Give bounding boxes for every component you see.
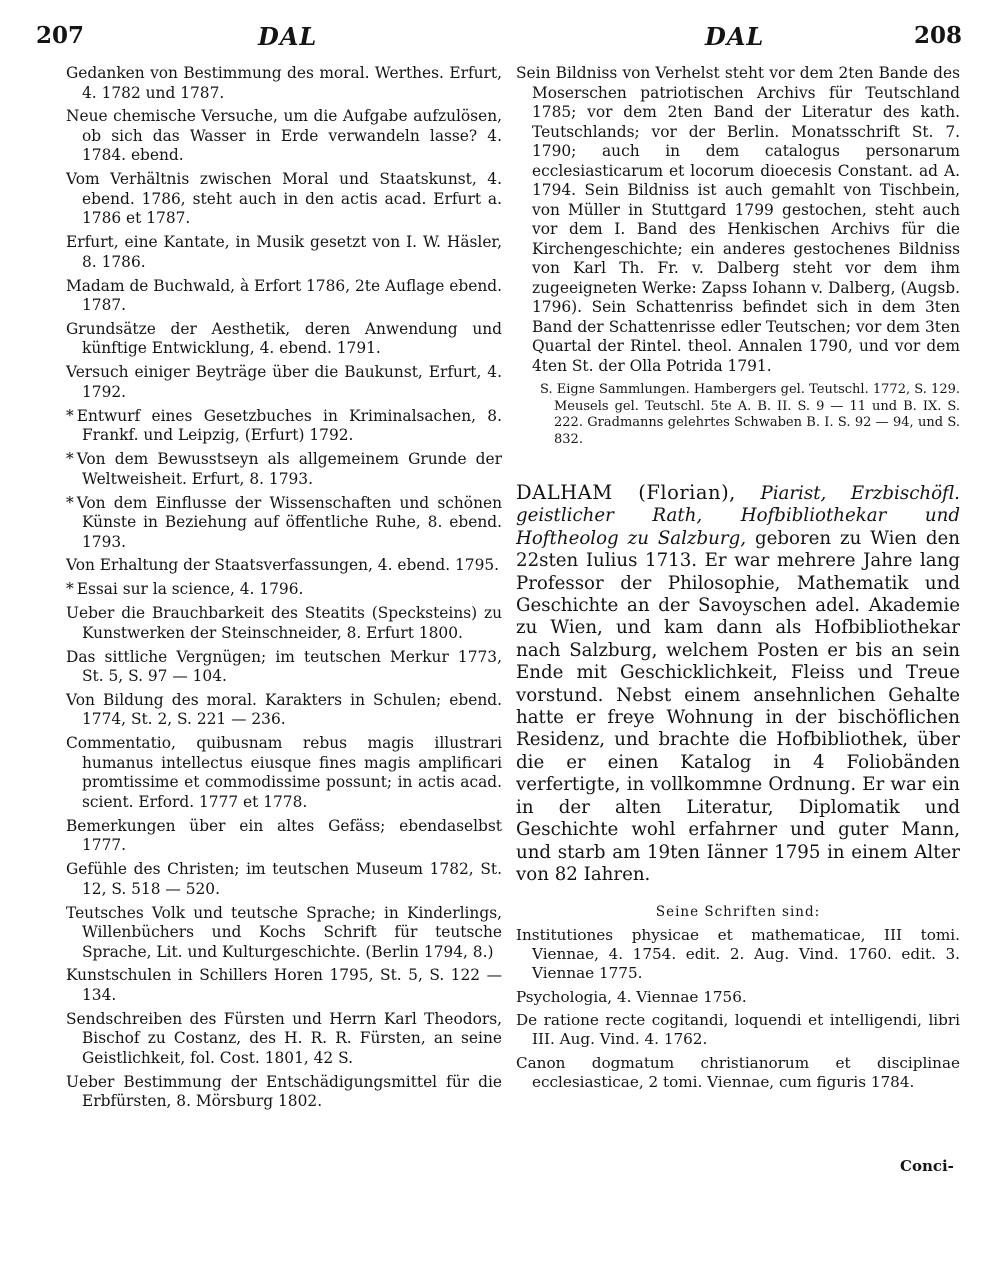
- list-item: Madam de Buchwald, à Erfort 1786, 2te Auflage ebend. 1787.: [66, 276, 502, 315]
- list-item: Gefühle des Christen; im teutschen Museum 1782, St. 12, S. 518 — 520.: [66, 860, 502, 898]
- right-column: [516, 64, 960, 1096]
- running-head-right: DAL: [705, 22, 765, 51]
- list-item: Versuch einiger Beyträge über die Baukunst, Erfurt, 4. 1792.: [66, 363, 502, 401]
- list-item: Von Erhaltung der Staatsverfassungen, 4. ebend. 1795.: [66, 556, 500, 575]
- list-item: Neue chemische Versuche, um die Aufgabe aufzulösen, ob sich das Wasser in Erde verwandeln lasse? 4. 1784. ebend.: [66, 107, 502, 165]
- page-number-left: 207: [36, 22, 85, 49]
- catchword: Conci-: [900, 1157, 954, 1175]
- biography-text: geboren zu Wien den 22sten Iulius 1713. Er war mehrere Jahre lang Professor der Philosophie, Mathematik und Geschichte an der Savoyschen adel. Akademie zu Wien, und kam dann als Hofbibliothekar nach Salzburg, welchem Posten er bis an sein Ende mit Geschicklichkeit, Fleiss und Treue vorstund. Nebst einem ansehnlichen Gehalte hatte er freye Wohnung in der bischöflichen Residenz, und brachte die Hofbibliothek, über die er einen Katalog in 4 Foliobänden verfertigte, in vollkommne Ordnung. Er war ein in der alten Literatur, Diplomatik und Geschichte wohl erfahrner und guter Mann, und starb am 19ten Iänner 1795 in einem Alter von 82 Iahren.: [516, 527, 960, 885]
- biography-title: Piarist, Erzbischöfl. geistlicher Rath, Hofbibliothekar und Hoftheolog zu Salzburg,: [516, 483, 960, 549]
- list-item: Sendschreiben des Fürsten und Herrn Karl Theodors, Bischof zu Costanz, des H. R. R. Fürsten, an seine Geistlichkeit, fol. Cost. 1801, 42 S.: [66, 1009, 502, 1067]
- portrait-paragraph: Sein Bildniss von Verhelst steht vor dem 2ten Bande des Moserschen patriotischen Archivs für Teutschland 1785; vor dem 2ten Band der Literatur des kath. Teutschlands; vor der Berlin. Monatsschrift St. 7. 1790; auch in dem catalogus personarum ecclesiasticarum et locorum dioecesis Constant. ad A. 1794. Sein Bildniss ist auch gemahlt von Tischbein, von Müller in Stuttgard 1799 gestochen, steht auch vor dem I. Band des Henkischen Archivs für die Kirchengeschichte; ein anderes gestochenes Bildniss von Karl Th. Fr. v. Dalberg steht vor dem ihm zugeeigneten Werke: Zapss Iohann v. Dalberg, (Augsb. 1796). Sein Schattenriss befindet sich in dem 3ten Band der Schattenrisse edler Teutschen; vor dem 3ten Quartal der Rintel. theol. Annalen 1790, und vor dem 4ten St. der Olla Potrida 1791.: [516, 64, 960, 375]
- biography-entry: [516, 482, 960, 886]
- list-item: Ueber Bestimmung der Entschädigungsmittel für die Erbfürsten, 8. Mörsburg 1802.: [66, 1072, 502, 1111]
- list-item: Teutsches Volk und teutsche Sprache; in Kinderlings, Willenbüchers und Kochs Schrift für teutsche Sprache, Lit. und Kulturgeschichte. (Berlin 1794, 8.): [66, 903, 502, 961]
- asterisk-mark: *: [66, 493, 74, 512]
- list-item: * Entwurf eines Gesetzbuches in Kriminalsachen, 8. Frankf. und Leipzig, (Erfurt) 1792.: [66, 406, 502, 445]
- list-item: * Essai sur la science, 4. 1796.: [66, 580, 304, 599]
- asterisk-mark: *: [66, 406, 74, 425]
- references-note: S. Eigne Sammlungen. Hambergers gel. Teutschl. 1772, S. 129. Meusels gel. Teutschl. 5te A. B. II. S. 9 — 11 und B. IX. S. 222. Gradmanns gelehrtes Schwaben B. I. S. 92 — 94, und S. 832.: [540, 382, 960, 447]
- list-item: De ratione recte cogitandi, loquendi et intelligendi, libri III. Aug. Vind. 4. 1762.: [516, 1011, 960, 1049]
- list-item: Institutiones physicae et mathematicae, III tomi. Viennae, 4. 1754. edit. 2. Aug. Vind. 1760. edit. 3. Viennae 1775.: [516, 926, 960, 983]
- left-column: [66, 64, 502, 1116]
- list-item: Canon dogmatum christianorum et disciplinae ecclesiasticae, 2 tomi. Viennae, cum figuris 1784.: [516, 1053, 960, 1091]
- page-number-right: 208: [914, 22, 963, 49]
- running-head-left: DAL: [258, 22, 318, 51]
- asterisk-mark: *: [66, 450, 74, 469]
- list-item: Vom Verhältnis zwischen Moral und Staatskunst, 4. ebend. 1786, steht auch in den actis acad. Erfurt a. 1786 et 1787.: [66, 170, 502, 228]
- list-item: * Von dem Bewusstseyn als allgemeinem Grunde der Weltweisheit. Erfurt, 8. 1793.: [66, 450, 502, 488]
- list-item: Kunstschulen in Schillers Horen 1795, St. 5, S. 122 — 134.: [66, 966, 502, 1004]
- list-item: Das sittliche Vergnügen; im teutschen Merkur 1773, St. 5, S. 97 — 104.: [66, 647, 502, 686]
- list-item: Erfurt, eine Kantate, in Musik gesetzt von I. W. Häsler, 8. 1786.: [66, 233, 502, 271]
- headword: DALHAM (Florian),: [516, 481, 736, 504]
- asterisk-mark: *: [66, 580, 74, 599]
- list-item: * Von dem Einflusse der Wissenschaften und schönen Künste in Beziehung auf öffentliche Ruhe, 8. ebend. 1793.: [66, 493, 502, 551]
- list-item: Psychologia, 4. Viennae 1756.: [516, 987, 747, 1006]
- list-item: Grundsätze der Aesthetik, deren Anwendung und künftige Entwicklung, 4. ebend. 1791.: [66, 319, 502, 358]
- writings-heading: Seine Schriften sind:: [655, 904, 821, 921]
- list-item: Commentatio, quibusnam rebus magis illustrari humanus intellectus eiusque fines magis amplificari promtissime et commodissime possunt; in actis acad. scient. Erford. 1777 et 1778.: [66, 734, 502, 811]
- list-item: Gedanken von Bestimmung des moral. Werthes. Erfurt, 4. 1782 und 1787.: [66, 64, 502, 102]
- list-item: Ueber die Brauchbarkeit des Steatits (Specksteins) zu Kunstwerken der Steinschneider, 8. Erfurt 1800.: [66, 604, 502, 642]
- list-item: Bemerkungen über ein altes Gefäss; ebendaselbst 1777.: [66, 816, 502, 855]
- list-item: Von Bildung des moral. Karakters in Schulen; ebend. 1774, St. 2, S. 221 — 236.: [66, 690, 502, 729]
